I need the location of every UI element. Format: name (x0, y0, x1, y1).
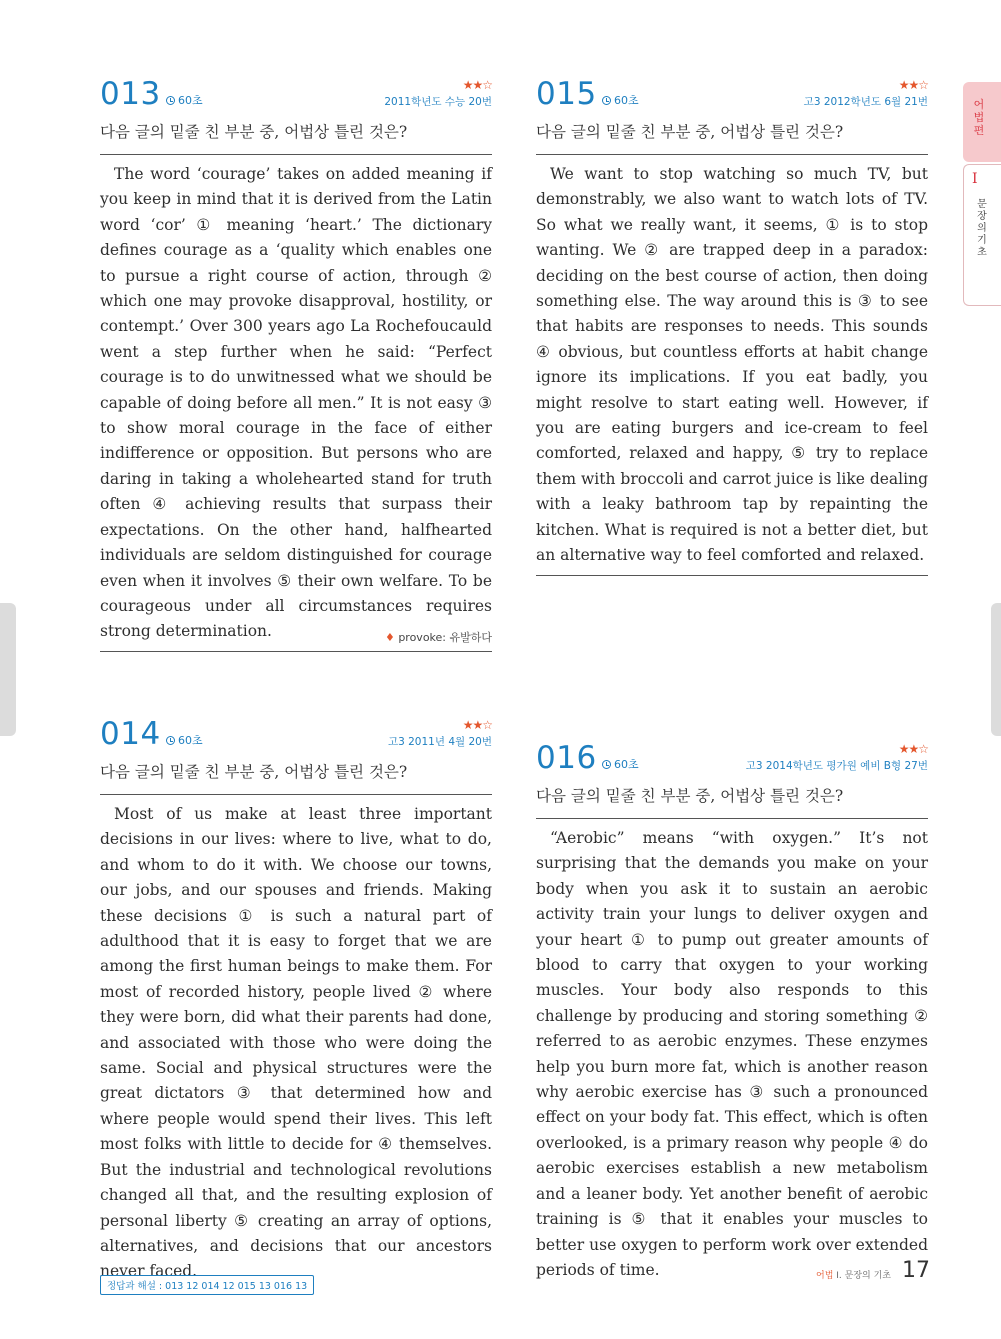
question-number: 015 (536, 76, 597, 112)
question-number: 013 (100, 76, 161, 112)
source-label: 고3 2012학년도 6월 21번 (803, 96, 928, 108)
vocab-note: ♦ provoke: 유발하다 (384, 630, 492, 644)
time-limit: 60초 (166, 92, 203, 108)
clock-icon (166, 96, 175, 105)
diamond-icon: ♦ (384, 630, 399, 644)
time-limit: 60초 (602, 756, 639, 772)
question-013 (100, 76, 492, 652)
question-number: 016 (536, 740, 597, 776)
divider (536, 818, 928, 819)
source-label: 고3 2014학년도 평가원 예비 B형 27번 (745, 760, 928, 772)
page-number: 17 (902, 1258, 930, 1283)
running-footer: 어법 I. 문장의 기초 (816, 1271, 891, 1281)
question-number: 014 (100, 716, 161, 752)
question-prompt: 다음 글의 밑줄 친 부분 중, 어법상 틀린 것은? (536, 123, 844, 141)
difficulty-stars: ★★☆ (462, 78, 492, 92)
question-014 (100, 716, 492, 1285)
chapter-roman: I (972, 171, 978, 187)
next-page-handle[interactable] (991, 603, 1001, 736)
question-015 (536, 76, 928, 576)
answer-key: 정답과 해설 : 013 12 014 12 015 13 016 13 (100, 1275, 314, 1295)
clock-icon (166, 736, 175, 745)
question-prompt: 다음 글의 밑줄 친 부분 중, 어법상 틀린 것은? (536, 787, 844, 805)
passage-text: We want to stop watching so much TV, but demonstrably, we also want to watch lots of TV. So what we really want, it seems, ① is to stop wanting. We ② are trapped deep in a paradox: deciding on the best course of action, then doing something else. The way around this is ③ to see that habits are responses to needs. This sounds ④ obvious, but countless efforts at habit change ignore its implications. If you eat badly, you might resolve to start eating well. However, if you are eating burgers and ice-cream to feel comforted, relaxed and happy, ⑤ try to replace them with broccoli and carrot juice is like dealing with a leaky bathroom tap by repainting the kitchen. What is required is not a better diet, but an alternative way to feel comforted and relaxed. (536, 165, 928, 565)
question-prompt: 다음 글의 밑줄 친 부분 중, 어법상 틀린 것은? (100, 763, 408, 781)
section-tab[interactable]: 어법편 (963, 82, 1001, 162)
divider (536, 575, 928, 576)
divider (536, 154, 928, 155)
divider (100, 154, 492, 155)
time-limit: 60초 (166, 732, 203, 748)
source-label: 고3 2011년 4월 20번 (387, 736, 492, 748)
time-limit: 60초 (602, 92, 639, 108)
prev-page-handle[interactable] (0, 603, 16, 736)
question-prompt: 다음 글의 밑줄 친 부분 중, 어법상 틀린 것은? (100, 123, 408, 141)
chapter-tab[interactable] (963, 164, 1001, 306)
divider (100, 651, 492, 652)
passage-text: The word ‘courage’ takes on added meaning if you keep in mind that it is derived from the Latin word ‘cor’ ① meaning ‘heart.’ The dictionary defines courage as a ‘quality which enables one to pursue a right course of action, through ② which one may provoke disapproval, hostility, or contempt.’ Over 300 years ago La Rochefoucauld went a step further when he said: “Perfect courage is to do unwitnessed what we should be capable of doing before all men.” It is not easy ③ to show moral courage in the face of either indifference or opposition. But persons who are daring in taking a wholehearted stand for truth often ④ achieving results that surpass their expectations. On the other hand, halfhearted individuals are seldom distinguished for courage even when it involves ⑤ their own welfare. To be courageous under all circumstances requires strong determination. (100, 165, 492, 641)
chapter-label: 문장의 기초 (977, 199, 987, 258)
clock-icon (602, 96, 611, 105)
difficulty-stars: ★★☆ (462, 718, 492, 732)
question-016 (536, 740, 928, 1283)
difficulty-stars: ★★☆ (898, 742, 928, 756)
passage-text: “Aerobic” means “with oxygen.” It’s not surprising that the demands you make on your body when you ask it to sustain an aerobic activity train your lungs to deliver oxygen and your heart ① to pump out greater amounts of blood to carry that oxygen to your working muscles. Your body also responds to this challenge by producing and storing something ② referred to as aerobic enzymes. These enzymes help you burn more fat, which is another reason why aerobic exercise has ③ such a pronounced effect on your body fat. This effect, which is often overlooked, is a primary reason why people ④ do aerobic exercises establish a new metabolism and a leaner body. Yet another benefit of aerobic training is ⑤ that it enables your muscles to better use oxygen to perform work over extended periods of time. (536, 829, 928, 1279)
source-label: 2011학년도 수능 20번 (384, 96, 492, 108)
divider (100, 794, 492, 795)
clock-icon (602, 760, 611, 769)
difficulty-stars: ★★☆ (898, 78, 928, 92)
passage-text: Most of us make at least three important decisions in our lives: where to live, what to do, and whom to do it with. We choose our towns, our jobs, and our spouses and friends. Making these decisions ① is such a natural part of adulthood that it is easy to forget that we are among the first human beings to make them. For most of recorded history, people lived ② where they were born, did what their parents had done, and associated with those who were doing the same. Social and physical structures were the great dictators ③ that determined how and where people would spend their lives. This left most folks with little to decide for ④ themselves. But the industrial and technological revolutions changed all that, and the resulting explosion of personal liberty ⑤ creating an array of options, alternatives, and decisions that our ancestors never faced. (100, 805, 492, 1281)
